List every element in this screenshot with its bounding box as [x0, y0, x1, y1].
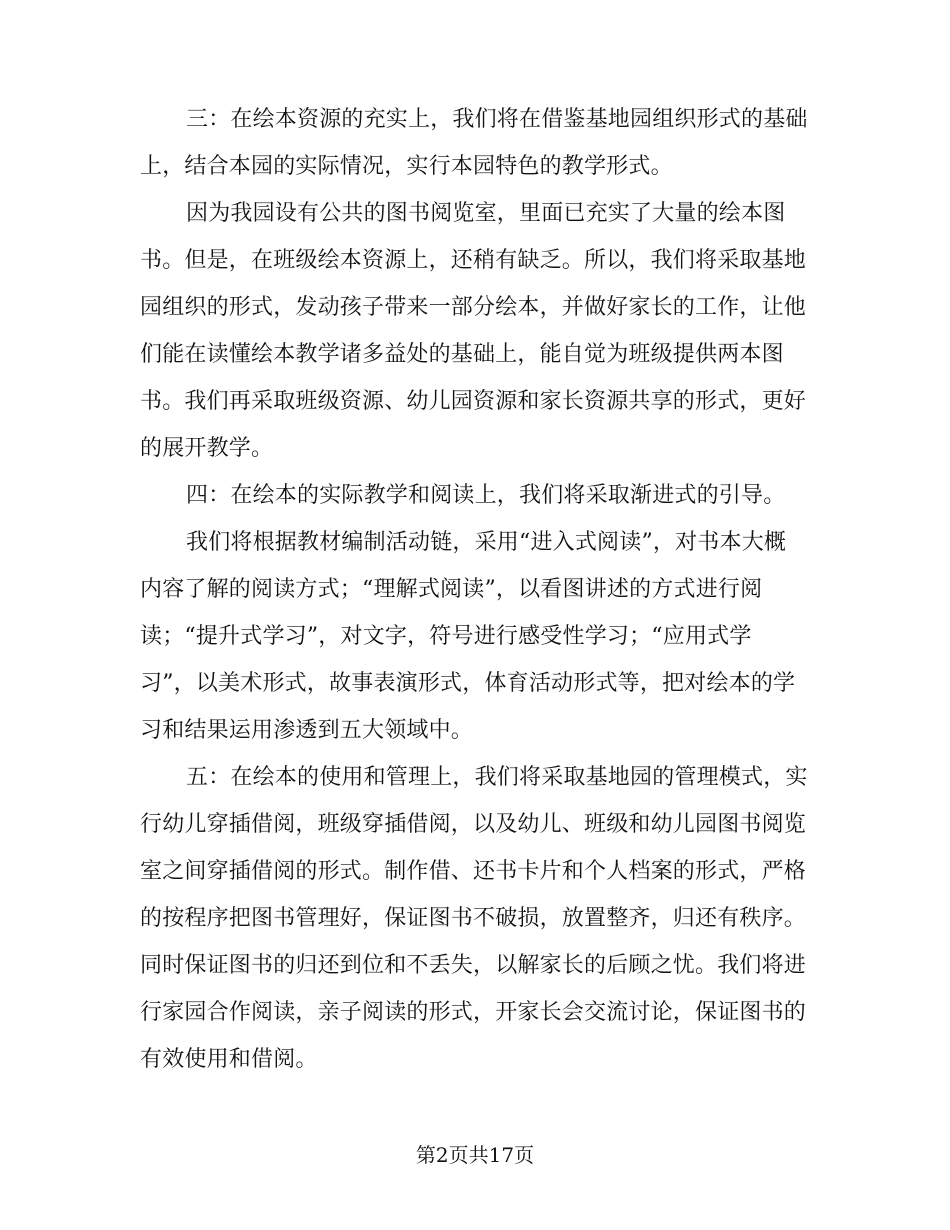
- paragraph-line: 读；“提升式学习”，对文字，符号进行感受性学习；“应用式学: [140, 624, 752, 649]
- document-body: [140, 96, 808, 1083]
- paragraph-line: 同时保证图书的归还到位和不丢失，以解家长的后顾之忧。我们将进: [140, 953, 807, 978]
- paragraph-line: 我们将根据教材编制活动链，采用“进入式阅读”，对书本大概: [186, 530, 787, 555]
- paragraph-line: 五：在绘本的使用和管理上，我们将采取基地园的管理模式，实: [186, 765, 808, 790]
- paragraph-line: 习和结果运用渗透到五大领域中。: [140, 718, 474, 743]
- paragraph-line: 书。但是，在班级绘本资源上，还稍有缺乏。所以，我们将采取基地: [140, 248, 807, 273]
- paragraph-line: 们能在读懂绘本教学诸多益处的基础上，能自觉为班级提供两本图: [140, 342, 784, 367]
- paragraph-line: 四：在绘本的实际教学和阅读上，我们将采取渐进式的引导。: [186, 483, 786, 508]
- paragraph-line: 行幼儿穿插借阅，班级穿插借阅，以及幼儿、班级和幼儿园图书阅览: [140, 812, 807, 837]
- page-number: 第2页共17页: [415, 1143, 535, 1167]
- paragraph-line: 内容了解的阅读方式；“理解式阅读”，以看图讲述的方式进行阅: [140, 577, 763, 602]
- paragraph-line: 的按程序把图书管理好，保证图书不破损，放置整齐，归还有秩序。: [140, 906, 807, 931]
- paragraph-line: 书。我们再采取班级资源、幼儿园资源和家长资源共享的形式，更好: [140, 389, 807, 414]
- paragraph-line: 的展开教学。: [140, 436, 274, 461]
- paragraph-line: 上，结合本园的实际情况，实行本园特色的教学形式。: [140, 154, 673, 179]
- paragraph-line: 室之间穿插借阅的形式。制作借、还书卡片和个人档案的形式，严格: [140, 859, 807, 884]
- paragraph-line: 习”，以美术形式，故事表演形式，体育活动形式等，把对绘本的学: [140, 671, 796, 696]
- paragraph-line: 因为我园设有公共的图书阅览室，里面已充实了大量的绘本图: [186, 201, 786, 226]
- paragraph-line: 三：在绘本资源的充实上，我们将在借鉴基地园组织形式的基础: [186, 107, 808, 132]
- paragraph-line: 行家园合作阅读，亲子阅读的形式，开家长会交流讨论，保证图书的: [140, 1000, 807, 1025]
- paragraph-line: 园组织的形式，发动孩子带来一部分绘本，并做好家长的工作，让他: [140, 295, 807, 320]
- paragraph-line: 有效使用和借阅。: [140, 1047, 318, 1072]
